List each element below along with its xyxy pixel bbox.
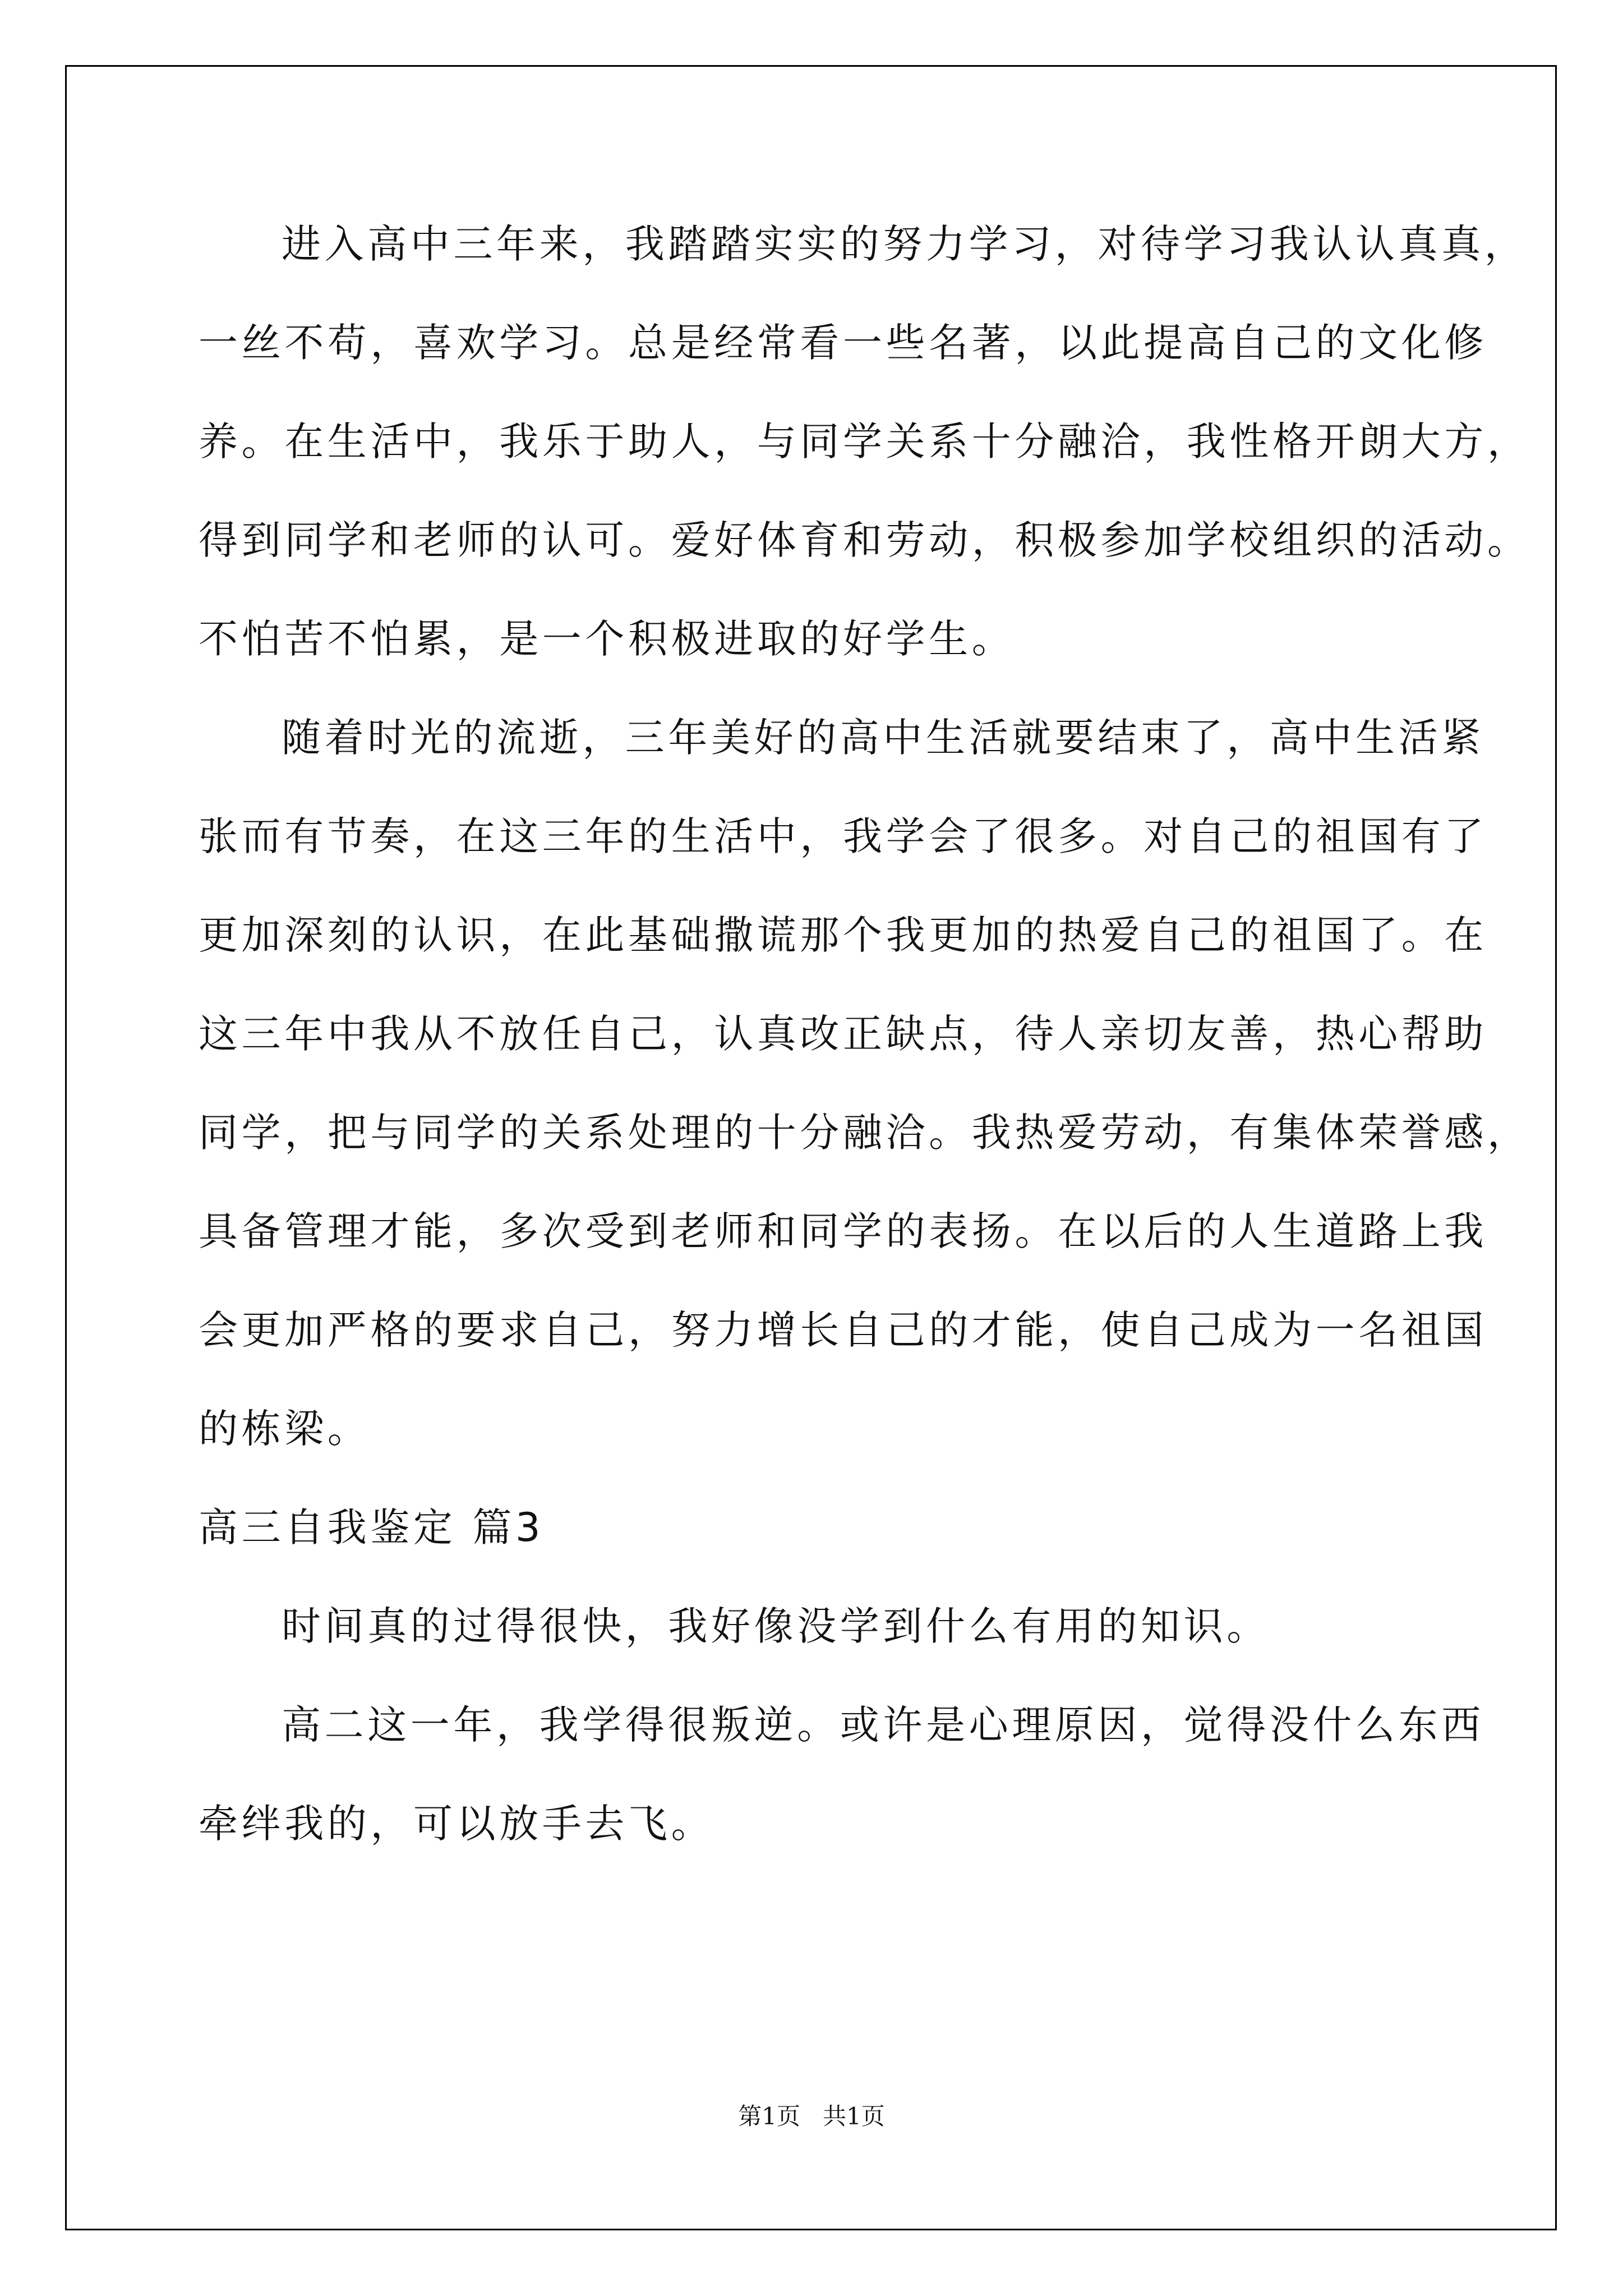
paragraph-line: 同学，把与同学的关系处理的十分融洽。我热爱劳动，有集体荣誉感， <box>199 1110 1530 1156</box>
paragraph-line: 时间真的过得很快，我好像没学到什么有用的知识。 <box>282 1603 1270 1649</box>
paragraph-line: 这三年中我从不放任自己，认真改正缺点，待人亲切友善，热心帮助 <box>199 1011 1487 1057</box>
section-heading: 高三自我鉴定 篇3 <box>199 1504 545 1550</box>
paragraph-line: 进入高中三年来，我踏踏实实的努力学习，对待学习我认认真真， <box>282 221 1528 267</box>
paragraph-line: 牵绊我的，可以放手去飞。 <box>199 1801 714 1847</box>
paragraph-line: 具备管理才能，多次受到老师和同学的表扬。在以后的人生道路上我 <box>199 1208 1487 1254</box>
paragraph-line: 随着时光的流逝，三年美好的高中生活就要结束了，高中生活紧 <box>282 715 1484 761</box>
paragraph-line: 会更加严格的要求自己，努力增长自己的才能，使自己成为一名祖国 <box>199 1307 1487 1353</box>
page-number-footer: 第1页 共1页 <box>738 2102 885 2130</box>
paragraph-line: 得到同学和老师的认可。爱好体育和劳动，积极参加学校组织的活动。 <box>199 517 1530 563</box>
paragraph-line: 不怕苦不怕累，是一个积极进取的好学生。 <box>199 616 1015 662</box>
paragraph-line: 养。在生活中，我乐于助人，与同学关系十分融洽，我性格开朗大方， <box>199 418 1530 464</box>
paragraph-line: 的栋梁。 <box>199 1406 371 1452</box>
paragraph-line: 一丝不苟，喜欢学习。总是经常看一些名著，以此提高自己的文化修 <box>199 320 1487 366</box>
paragraph-line: 张而有节奏，在这三年的生活中，我学会了很多。对自己的祖国有了 <box>199 813 1487 859</box>
paragraph-line: 高二这一年，我学得很叛逆。或许是心理原因，觉得没什么东西 <box>282 1702 1484 1748</box>
paragraph-line: 更加深刻的认识，在此基础撒谎那个我更加的热爱自己的祖国了。在 <box>199 912 1487 958</box>
